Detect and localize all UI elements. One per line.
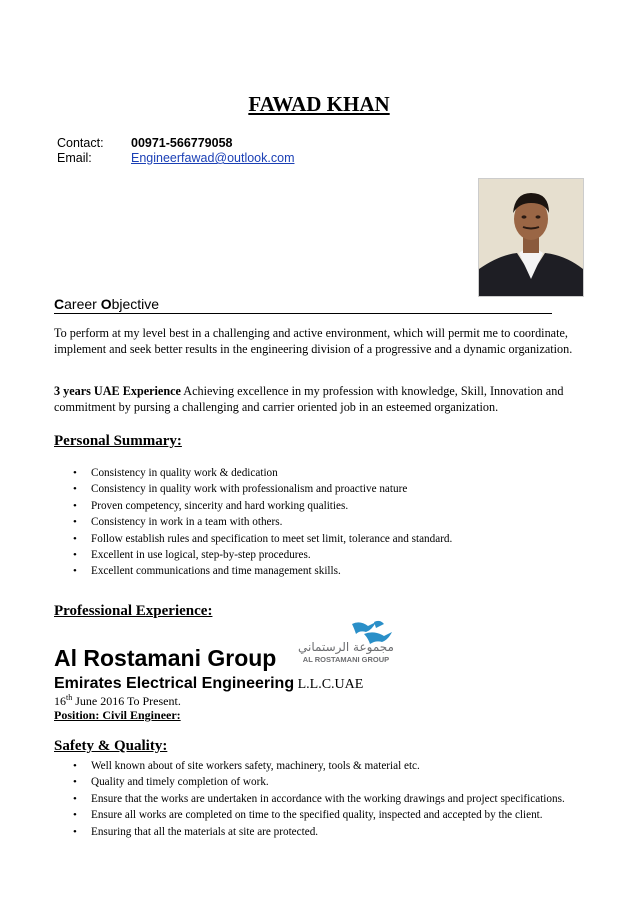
personal-summary-list: [54, 465, 594, 580]
svg-text:مجموعة الرستماني: مجموعة الرستماني: [298, 640, 394, 654]
company-division: [54, 675, 363, 693]
email-link[interactable]: Engineerfawad@outlook.com: [131, 151, 295, 165]
list-item: • Consistency in work in a team with others.: [54, 514, 594, 530]
email-label: Email:: [57, 151, 92, 165]
company-name: Al Rostamani Group: [54, 645, 277, 671]
svg-text:AL ROSTAMANI GROUP: AL ROSTAMANI GROUP: [302, 655, 390, 664]
experience-bold: 3 years UAE Experience: [54, 384, 181, 398]
career-objective-heading: Career Objective: [54, 296, 552, 314]
list-item: • Proven competency, sincerity and hard working qualities.: [54, 498, 594, 514]
list-item: • Ensure all works are completed on time to the specified quality, inspected and accepted by the client.: [54, 807, 584, 823]
list-item: • Consistency in quality work & dedication: [54, 465, 594, 481]
list-item: • Excellent in use logical, step-by-step procedures.: [54, 547, 594, 563]
list-item: • Follow establish rules and specification to meet set limit, tolerance and standard.: [54, 531, 594, 547]
contact-row: [57, 136, 233, 150]
list-item: • Consistency in quality work with professionalism and proactive nature: [54, 481, 594, 497]
experience-summary: [54, 383, 574, 415]
personal-summary-heading: Personal Summary:: [54, 433, 182, 449]
career-objective-text: To perform at my level best in a challenging and active environment, which will permit me to coordinate, implement and seek better results in the engineering division of a progressive and a dynamic organization.: [54, 326, 573, 356]
email-row: [57, 151, 294, 165]
list-item: • Quality and timely completion of work.: [54, 774, 584, 790]
professional-experience-heading: Professional Experience:: [54, 603, 213, 619]
al-rostamani-logo: [286, 618, 406, 664]
contact-phone: 00971-566779058: [131, 136, 233, 150]
profile-photo: [478, 178, 584, 297]
list-item: • Well known about of site workers safety, machinery, tools & material etc.: [54, 758, 584, 774]
list-item: • Excellent communications and time management skills.: [54, 563, 594, 579]
division-name: Emirates Electrical Engineering: [54, 675, 295, 692]
position-title: Position: Civil Engineer:: [54, 708, 181, 722]
division-suffix: L.L.C.UAE: [294, 677, 364, 692]
safety-quality-heading: Safety & Quality:: [54, 738, 168, 754]
safety-quality-list: [54, 758, 584, 840]
list-item: • Ensure that the works are undertaken in accordance with the working drawings and project specifications.: [54, 791, 584, 807]
list-item: • Ensuring that all the materials at site are protected.: [54, 824, 584, 840]
employment-date: 16th June 2016 To Present.: [54, 693, 181, 708]
contact-label: Contact:: [57, 136, 104, 150]
experience-text: Achieving excellence in my profession with knowledge, Skill, Innovation and commitment by pursing a challenging and carrier oriented job in an esteemed organization.: [54, 384, 564, 414]
candidate-name: FAWAD KHAN: [248, 92, 390, 116]
